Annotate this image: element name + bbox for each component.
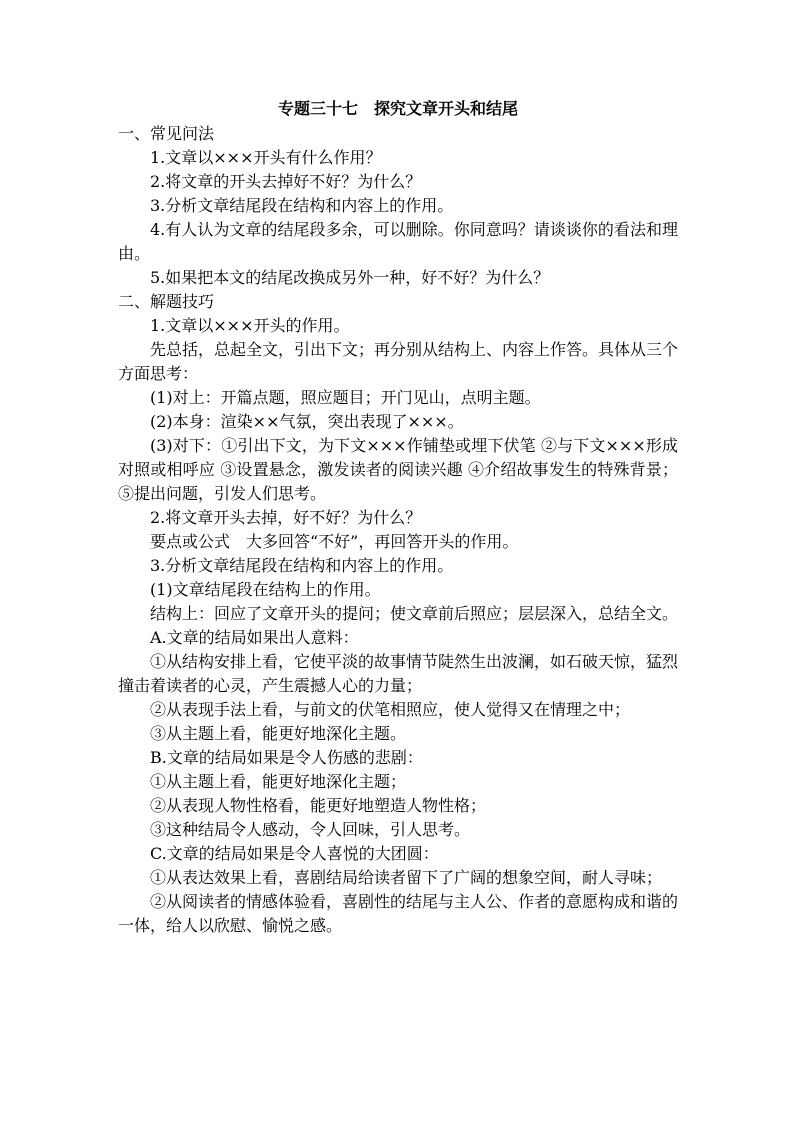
body-paragraph: 1.文章以×××开头的作用。 <box>150 316 350 335</box>
body-paragraph: ②从阅读者的情感体验看，喜剧性的结尾与主人公、作者的意愿构成和谐的一体，给人以欣慰、愉悦之感。 <box>118 892 679 935</box>
document-title: 专题三十七 探究文章开头和结尾 <box>277 99 518 118</box>
body-paragraph: (2)本身：渲染××气氛，突出表现了×××。 <box>150 412 464 431</box>
section-heading: 二、解题技巧 <box>118 292 215 311</box>
body-paragraph: 2.将文章的开头去掉好不好？为什么？ <box>150 172 422 191</box>
body-paragraph: A.文章的结局如果出人意料： <box>150 628 359 647</box>
body-paragraph: (1)对上：开篇点题，照应题目；开门见山，点明主题。 <box>150 388 541 407</box>
body-paragraph: (1)文章结尾段在结构上的作用。 <box>150 580 381 599</box>
body-paragraph: 5.如果把本文的结尾改换成另外一种，好不好？为什么？ <box>150 268 550 287</box>
section-heading: 一、常见问法 <box>118 124 215 143</box>
body-paragraph: 1.文章以×××开头有什么作用？ <box>150 148 382 167</box>
body-paragraph: 2.将文章开头去掉，好不好？为什么？ <box>150 508 422 527</box>
body-paragraph: ①从表达效果上看，喜剧结局给读者留下了广阔的想象空间，耐人寻味； <box>150 868 663 887</box>
body-paragraph: B.文章的结局如果是令人伤感的悲剧： <box>150 748 423 767</box>
body-paragraph: ①从主题上看，能更好地深化主题； <box>150 772 407 791</box>
body-paragraph: ③这种结局令人感动，令人回味，引人思考。 <box>150 820 471 839</box>
body-paragraph: 3.分析文章结尾段在结构和内容上的作用。 <box>150 556 454 575</box>
body-paragraph: C.文章的结局如果是令人喜悦的大团圆： <box>150 844 439 863</box>
body-paragraph: 先总括，总起全文，引出下文；再分别从结构上、内容上作答。具体从三个方面思考： <box>118 340 679 383</box>
body-paragraph: ③从主题上看，能更好地深化主题。 <box>150 724 407 743</box>
body-paragraph: 结构上：回应了文章开头的提问；使文章前后照应；层层深入，总结全文。 <box>150 604 679 623</box>
body-paragraph: ②从表现人物性格看，能更好地塑造人物性格； <box>150 796 487 815</box>
body-paragraph: 3.分析文章结尾段在结构和内容上的作用。 <box>150 196 454 215</box>
body-paragraph: ①从结构安排上看，它使平淡的故事情节陡然生出波澜，如石破天惊，猛烈撞击着读者的心灵，产生震撼人心的力量； <box>118 652 679 695</box>
body-paragraph: 4.有人认为文章的结尾段多余，可以删除。你同意吗？请谈谈你的看法和理由。 <box>118 220 678 263</box>
document-page <box>118 96 678 938</box>
document-body <box>118 122 678 938</box>
body-paragraph: (3)对下：①引出下文，为下文×××作铺垫或埋下伏笔 ②与下文×××形成对照或相呼应 ③设置悬念，激发读者的阅读兴趣 ④介绍故事发生的特殊背景；⑤提出问题，引发人们思考。 <box>118 436 678 503</box>
body-paragraph: ②从表现手法上看，与前文的伏笔相照应，使人觉得又在情理之中； <box>150 700 631 719</box>
body-paragraph: 要点或公式 大多回答“不好”，再回答开头的作用。 <box>150 532 519 551</box>
